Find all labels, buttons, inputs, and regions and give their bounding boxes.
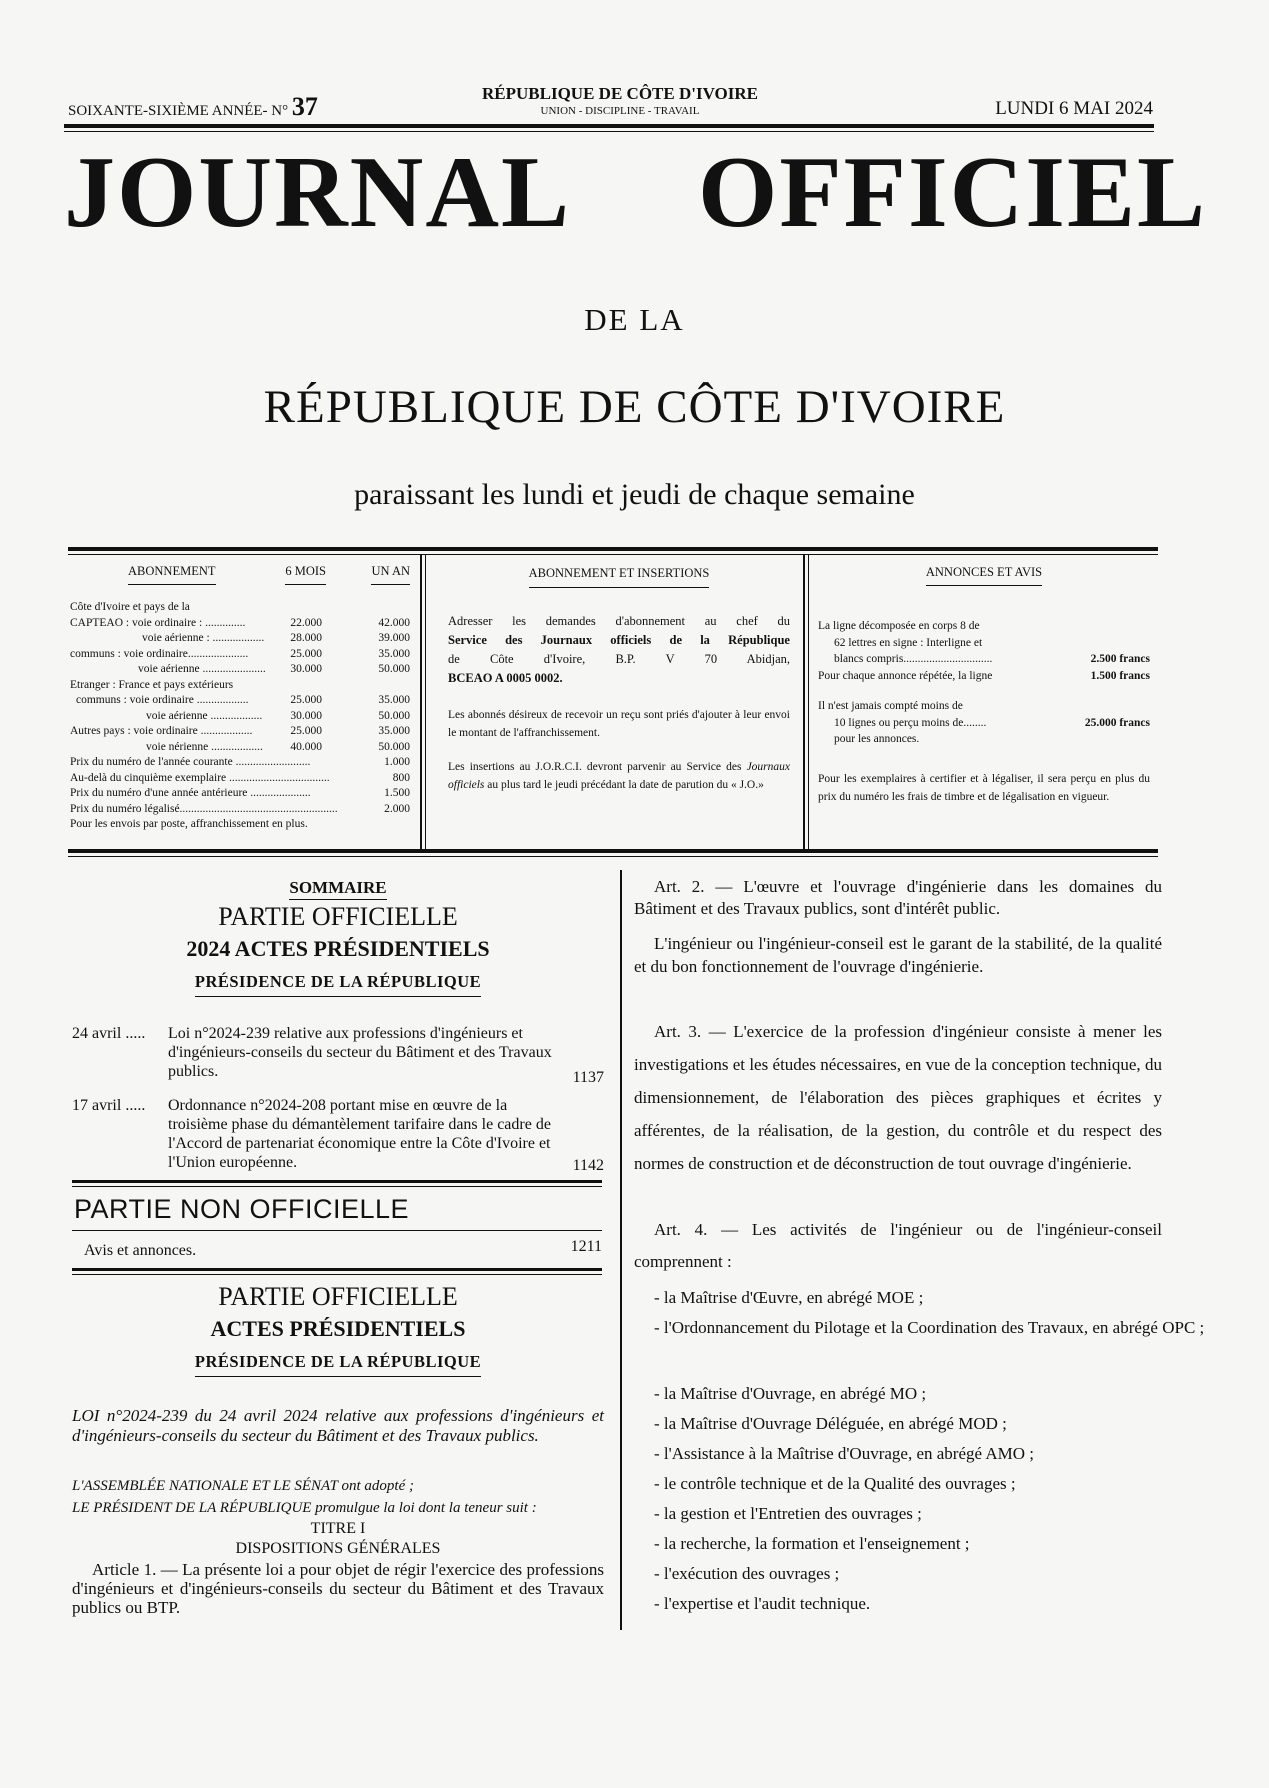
masthead-de-la: DE LA <box>584 302 685 337</box>
insertions-p1-line1: Adresser les demandes d'abonnement au chef du <box>448 614 790 628</box>
abonnement-heading: ABONNEMENT <box>128 564 216 585</box>
abonnement-row-6mois: 30.000 <box>290 663 322 675</box>
annonces-price-min: 25.000 francs <box>1084 716 1150 729</box>
abonnement-extra-row <box>70 786 410 802</box>
sommaire-title: SOMMAIRE <box>72 878 604 898</box>
activity-item: - l'Assistance à la Maîtrise d'Ouvrage, en abrégé AMO ; <box>654 1444 1035 1463</box>
article-2b: L'ingénieur ou l'ingénieur-conseil est le garant de la stabilité, de la qualité et du bon fonctionnement de l'ouvrage d'ingénierie. <box>634 934 1162 976</box>
body-partie-officielle: PARTIE OFFICIELLE <box>218 1282 458 1311</box>
abonnement-extra-label: Au-delà du cinquième exemplaire ................................... <box>70 771 330 784</box>
abonnement-row-6mois: 30.000 <box>290 709 322 722</box>
abonnement-row-label: CAPTEAO : voie ordinaire : .............. <box>70 616 246 629</box>
country-name: RÉPUBLIQUE DE CÔTE D'IVOIRE <box>482 84 758 103</box>
abonnement-row-unan: 50.000 <box>378 740 410 753</box>
abonnement-row-label: Autres pays : voie ordinaire .................. <box>70 725 253 737</box>
box-bottom-rule-thin <box>68 856 1158 857</box>
partie-non-officielle: PARTIE NON OFFICIELLE <box>74 1194 410 1224</box>
abonnement-row-6mois: 25.000 <box>290 725 322 737</box>
abonnement-row <box>70 631 410 647</box>
issue-date: LUNDI 6 MAI 2024 <box>995 98 1153 119</box>
toc-avis-page: 1211 <box>570 1238 602 1255</box>
issue-num: 37 <box>291 92 318 121</box>
abonnement-row-6mois: 28.000 <box>290 632 322 644</box>
header-rule <box>64 124 1154 128</box>
abonnement-extra-value: 2.000 <box>384 802 410 815</box>
masthead-republique: RÉPUBLIQUE DE CÔTE D'IVOIRE <box>263 381 1006 433</box>
abonnement-extra-label: Prix du numéro de l'année courante .......................... <box>70 756 311 768</box>
abonnement-extra-row <box>70 802 410 818</box>
abonnement-extra-value: 1.000 <box>384 756 410 768</box>
abonnement-row-6mois: 22.000 <box>290 616 322 629</box>
insertions-p1-line2: Service des Journaux officiels de la République <box>448 633 790 647</box>
sommaire-actes: 2024 ACTES PRÉSIDENTIELS <box>186 936 490 961</box>
insertions-p1-line3: de Côte d'Ivoire, B.P. V 70 Abidjan, <box>448 652 790 666</box>
activity-item: - la Maîtrise d'Œuvre, en abrégé MOE ; <box>654 1288 924 1307</box>
abonnement-row <box>70 693 410 709</box>
dispositions-generales: DISPOSITIONS GÉNÉRALES <box>235 1540 441 1557</box>
box-divider-2b <box>808 555 809 849</box>
non-officielle-rule-mid <box>72 1230 602 1231</box>
loi-adopte: L'ASSEMBLÉE NATIONALE ET LE SÉNAT ont adopté ; <box>72 1478 414 1494</box>
year-label: SOIXANTE-SIXIÈME ANNÉE- N° <box>68 103 289 119</box>
abonnement-row-unan: 35.000 <box>378 647 410 660</box>
insertions-heading: ABONNEMENT ET INSERTIONS <box>529 564 710 588</box>
parution-line: paraissant les lundi et jeudi de chaque semaine <box>354 478 915 511</box>
box-bottom-rule <box>68 849 1158 853</box>
country-motto: UNION - DISCIPLINE - TRAVAIL <box>540 105 700 117</box>
abonnement-extra-row <box>70 771 410 787</box>
toc-date: 17 avril ..... <box>72 1097 146 1114</box>
masthead <box>64 136 1208 249</box>
loi-title: LOI n°2024-239 du 24 avril 2024 relative aux professions d'ingénieurs et d'ingénieurs-conseils du secteur du Bâtiment et des Travaux publics. <box>72 1406 604 1445</box>
annonces-line5: Il n'est jamais compté moins de <box>818 700 963 712</box>
abonnement-row-label: Etranger : France et pays extérieurs <box>70 678 234 691</box>
abonnement-col-6mois: 6 MOIS <box>285 564 326 585</box>
annonces-legalisation: Pour les exemplaires à certifier et à légaliser, il sera perçu en plus du prix du numéro les frais de timbre et de légalisation en vigueur. <box>818 772 1150 803</box>
abonnement-row-6mois: 25.000 <box>290 647 322 660</box>
activity-item: - l'exécution des ouvrages ; <box>654 1564 840 1583</box>
abonnement-extra-row <box>70 755 410 771</box>
abonnement-extras <box>70 755 410 833</box>
masthead-word-1: JOURNAL <box>64 136 572 249</box>
abonnement-row <box>70 600 410 616</box>
abonnement-extra-row <box>70 817 410 833</box>
titre-1: TITRE I <box>310 1520 366 1537</box>
box-divider-1b <box>425 555 426 849</box>
box-divider-1 <box>420 555 422 849</box>
activity-item: - la Maîtrise d'Ouvrage Déléguée, en abrégé MOD ; <box>654 1414 1007 1433</box>
activity-item: - la gestion et l'Entretien des ouvrages ; <box>654 1504 922 1523</box>
abonnement-row-label: voie aérienne ...................... <box>138 663 266 675</box>
annonces-line4: Pour chaque annonce répétée, la ligne <box>818 669 993 682</box>
sommaire-partie: PARTIE OFFICIELLE <box>218 902 458 931</box>
abonnement-extra-value: 1.500 <box>384 787 410 799</box>
abonnement-row-6mois: 25.000 <box>290 694 322 706</box>
toc-page: 1142 <box>572 1157 604 1174</box>
abonnement-row <box>70 709 410 725</box>
abonnement-box <box>70 564 410 833</box>
article-4: Art. 4. — Les activités de l'ingénieur ou de l'ingénieur-conseil comprennent : <box>634 1220 1162 1271</box>
non-officielle-rule-bottom <box>72 1268 602 1271</box>
annonces-line7: pour les annonces. <box>834 733 920 745</box>
loi-promulgue: LE PRÉSIDENT DE LA RÉPUBLIQUE promulgue la loi dont la teneur suit : <box>72 1500 537 1516</box>
non-officielle-rule-top <box>72 1180 602 1183</box>
insertions-p3 <box>448 758 790 794</box>
header-country <box>420 84 820 117</box>
toc-text: Ordonnance n°2024-208 portant mise en œuvre de la troisième phase du démantèlement tarifaire dans le cadre de l'Accord de partenariat économique entre la Côte d'Ivoire et l'Union européenne. <box>168 1097 551 1171</box>
abonnement-row-unan: 42.000 <box>378 616 410 629</box>
abonnement-row <box>70 616 410 632</box>
abonnement-row-label: communs : voie ordinaire..................... <box>70 647 249 660</box>
issue-number <box>68 92 318 122</box>
abonnement-row-label: voie aérienne .................. <box>146 709 263 722</box>
activity-item: - la recherche, la formation et l'enseignement ; <box>654 1534 970 1553</box>
abonnement-col-unan: UN AN <box>371 564 410 585</box>
box-top-rule <box>68 547 1158 551</box>
abonnement-row-unan: 39.000 <box>378 632 410 644</box>
column-divider <box>620 870 622 1630</box>
abonnement-row-unan: 50.000 <box>378 709 410 722</box>
header-rule-thin <box>64 131 1154 132</box>
activity-item: - la Maîtrise d'Ouvrage, en abrégé MO ; <box>654 1384 927 1403</box>
abonnement-row-unan: 35.000 <box>378 725 410 737</box>
body-presidence: PRÉSIDENCE DE LA RÉPUBLIQUE <box>72 1352 604 1372</box>
abonnement-row <box>70 724 410 740</box>
insertions-p2: Les abonnés désireux de recevoir un reçu sont priés d'ajouter à leur envoi le montant de l'affranchissement. <box>448 709 790 739</box>
toc-avis-text: Avis et annonces. <box>84 1242 197 1259</box>
sommaire-presidence: PRÉSIDENCE DE LA RÉPUBLIQUE <box>72 972 604 992</box>
box-divider-2 <box>803 555 805 849</box>
abonnement-extra-label: Prix du numéro légalisé....................................................... <box>70 802 338 815</box>
toc-text: Loi n°2024-239 relative aux professions d'ingénieurs et d'ingénieurs-conseils du secteur du Bâtiment et des Travaux publics. <box>168 1025 552 1080</box>
annonces-line1: La ligne décomposée en corps 8 de <box>818 620 980 632</box>
toc-page: 1137 <box>572 1069 604 1086</box>
abonnement-row-unan: 35.000 <box>378 694 410 706</box>
abonnement-rows <box>70 600 410 755</box>
toc-date: 24 avril ..... <box>72 1025 146 1042</box>
annonces-line2: 62 lettres en signe : Interligne et <box>834 636 983 649</box>
toc-avis[interactable] <box>84 1238 602 1260</box>
abonnement-row-label: voie aérienne : .................. <box>142 632 265 644</box>
insertions-p3-b: au plus tard le jeudi précédant la date de parution du « J.O.» <box>487 779 764 791</box>
annonces-line3: blancs compris............................... <box>834 653 993 665</box>
annonces-price-line: 2.500 francs <box>1090 653 1150 665</box>
abonnement-row <box>70 662 410 678</box>
non-officielle-rule-bottom-thin <box>72 1274 602 1275</box>
insertions-box <box>448 564 790 794</box>
non-officielle-rule-top-thin <box>72 1186 602 1187</box>
annonces-price-repeat: 1.500 francs <box>1090 669 1150 682</box>
abonnement-extra-label: Prix du numéro d'une année antérieure ..................... <box>70 787 311 799</box>
activity-item: - l'expertise et l'audit technique. <box>654 1594 871 1613</box>
abonnement-row <box>70 678 410 694</box>
insertions-p3-italic: Journaux officiels <box>448 761 790 791</box>
abonnement-extra-value: 800 <box>392 771 410 784</box>
abonnement-row-6mois: 40.000 <box>290 740 322 753</box>
box-top-rule-thin <box>68 554 1158 555</box>
article-3: Art. 3. — L'exercice de la profession d'ingénieur consiste à mener les investigations et les études nécessaires, en vue de la conception technique, du dimensionnement, de l'élaboration des pièces graphiques et écrites y afférentes, de la réalisation, de la gestion, du contrôle et du respect des normes de construction et de déconstruction de tout ouvrage d'ingénierie. <box>634 1022 1162 1173</box>
abonnement-row-label: voie nérienne .................. <box>146 740 263 753</box>
abonnement-row <box>70 647 410 663</box>
activity-item: - l'Ordonnancement du Pilotage et la Coordination des Travaux, en abrégé OPC ; <box>654 1318 1205 1337</box>
body-actes: ACTES PRÉSIDENTIELS <box>210 1316 466 1341</box>
article-1: Article 1. — La présente loi a pour objet de régir l'exercice des professions d'ingénieurs et d'ingénieurs-conseils du secteur du Bâtiment et des Travaux publics ou BTP. <box>72 1560 604 1617</box>
abonnement-row-label: Côte d'Ivoire et pays de la <box>70 601 190 613</box>
abonnement-extra-label: Pour les envois par poste, affranchissement en plus. <box>70 818 308 830</box>
activity-item: - le contrôle technique et de la Qualité des ouvrages ; <box>654 1474 1016 1493</box>
masthead-word-2: OFFICIEL <box>698 136 1208 249</box>
annonces-heading: ANNONCES ET AVIS <box>926 564 1042 586</box>
annonces-line6: 10 lignes ou perçu moins de........ <box>834 716 987 729</box>
abonnement-row-label: communs : voie ordinaire .................. <box>76 694 249 706</box>
abonnement-row-unan: 50.000 <box>378 663 410 675</box>
annonces-box <box>818 564 1150 806</box>
abonnement-row <box>70 740 410 756</box>
article-2: Art. 2. — L'œuvre et l'ouvrage d'ingénierie dans les domaines du Bâtiment et des Travaux publics, sont d'intérêt public. <box>634 877 1162 918</box>
insertions-p1-line4: BCEAO A 0005 0002. <box>448 671 563 685</box>
insertions-p3-a: Les insertions au J.O.R.C.I. devront parvenir au Service des <box>448 761 742 773</box>
